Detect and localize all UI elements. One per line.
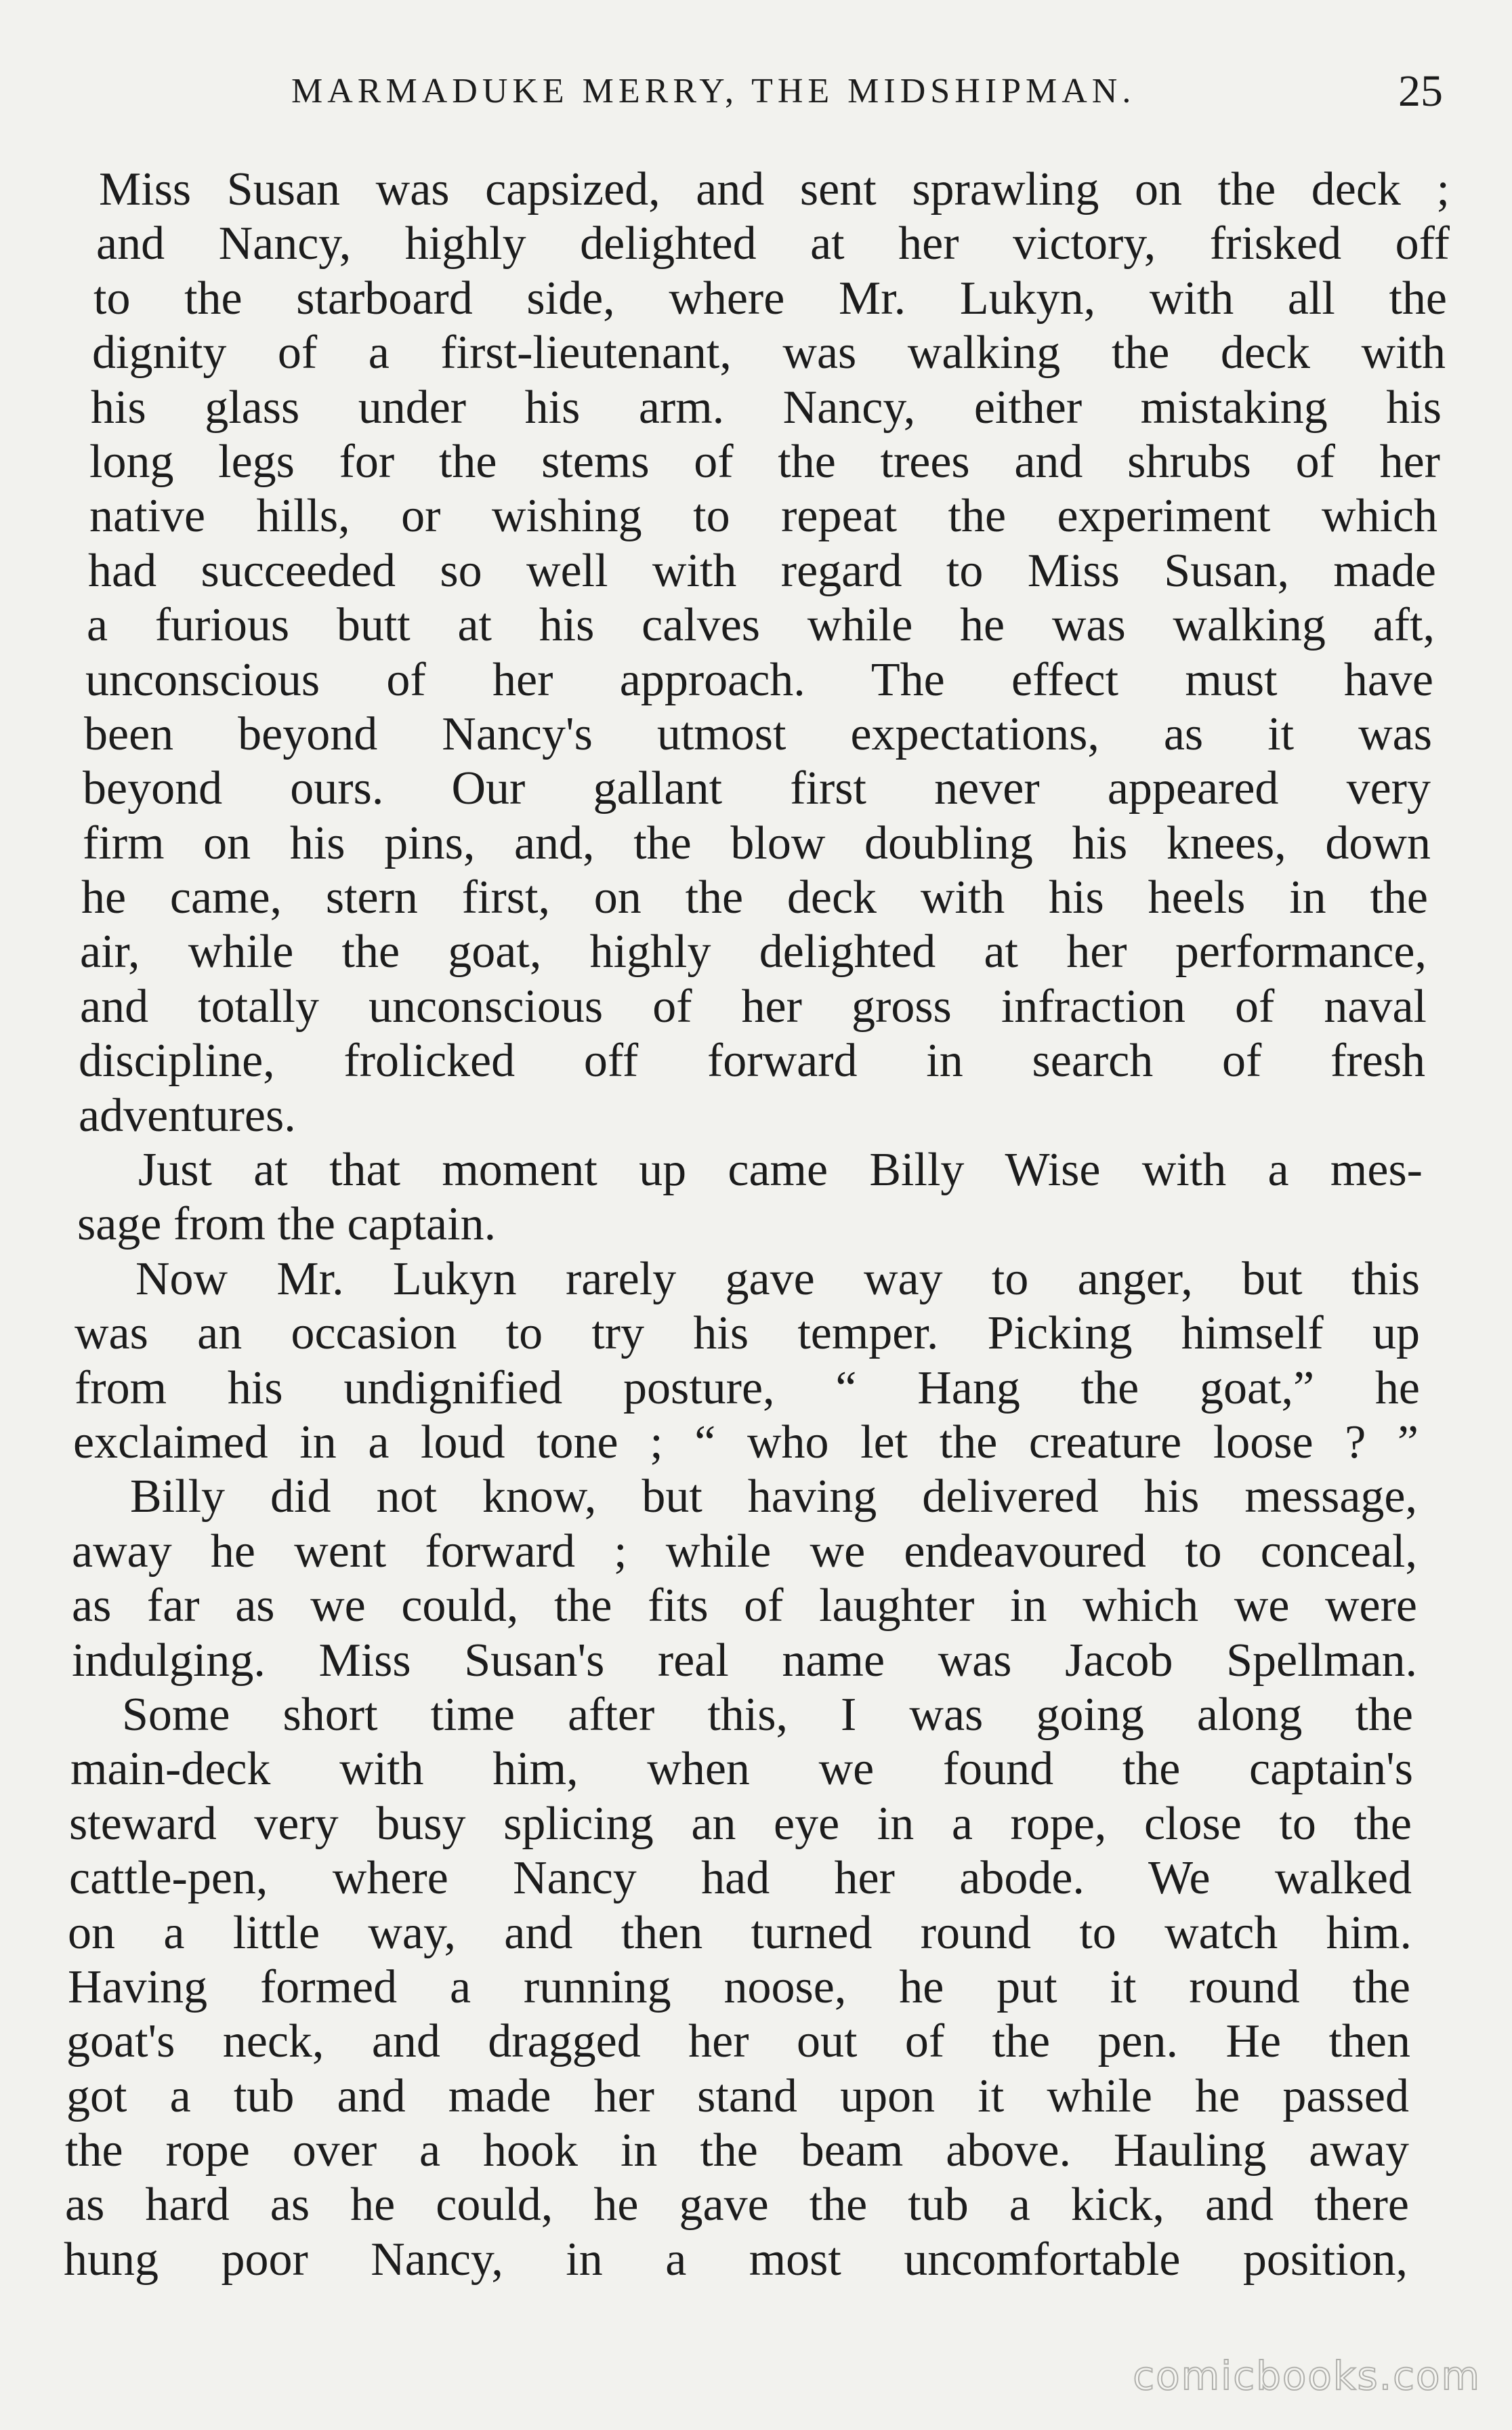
page-text	[64, 163, 1450, 2287]
text-line: as hard as he could, he gave the tub a kick, and there	[65, 2179, 1409, 2231]
text-line: firm on his pins, and, the blow doubling his knees, down	[83, 817, 1431, 869]
text-line: the rope over a hook in the beam above. Hauling away	[65, 2124, 1409, 2177]
text-line: had succeeded so well with regard to Miss Susan, made	[88, 544, 1436, 597]
text-line: got a tub and made her stand upon it while he passed	[66, 2069, 1409, 2122]
text-line: Just at that moment up came Billy Wise with a mes-	[138, 1144, 1423, 1197]
text-line: Having formed a running noose, he put it round the	[68, 1960, 1410, 2013]
page-number: 25	[1398, 66, 1443, 116]
text-line: Miss Susan was capsized, and sent sprawling on the deck ;	[99, 163, 1450, 215]
text-line: his glass under his arm. Nancy, either mistaking his	[91, 381, 1442, 434]
text-line: and Nancy, highly delighted at her victory, frisked off	[96, 218, 1450, 270]
text-line: unconscious of her approach. The effect must have	[85, 653, 1433, 706]
text-line: on a little way, and then turned round to watch him.	[68, 1906, 1412, 1959]
text-line: air, while the goat, highly delighted at her performance,	[80, 926, 1427, 979]
text-line: from his undignified posture, “ Hang the goat,” he	[75, 1361, 1420, 1414]
text-line: been beyond Nancy's utmost expectations, as it was	[84, 707, 1432, 760]
text-line: goat's neck, and dragged her out of the pen. He then	[66, 2015, 1410, 2068]
text-line: Billy did not know, but having delivered his message,	[130, 1470, 1417, 1523]
text-line: sage from the captain.	[77, 1198, 497, 1251]
text-line: and totally unconscious of her gross infraction of naval	[80, 980, 1427, 1033]
text-line: to the starboard side, where Mr. Lukyn, with all the	[93, 272, 1447, 325]
text-line: adventures.	[79, 1089, 296, 1142]
running-title: MARMADUKE MERRY, THE MIDSHIPMAN.	[291, 72, 1136, 110]
text-line: exclaimed in a loud tone ; “ who let the creature loose ? ”	[73, 1416, 1419, 1468]
text-line: cattle-pen, where Nancy had her abode. We walked	[69, 1852, 1412, 1905]
text-line: as far as we could, the fits of laughter in which we were	[72, 1580, 1417, 1632]
text-line: main-deck with him, when we found the captain's	[70, 1743, 1413, 1796]
text-line: he came, stern first, on the deck with his heels in the	[81, 871, 1428, 924]
text-line: long legs for the stems of the trees and shrubs of her	[89, 435, 1440, 488]
text-line: Some short time after this, I was going along the	[122, 1688, 1413, 1741]
text-line: was an occasion to try his temper. Picking himself up	[75, 1307, 1420, 1360]
text-line: hung poor Nancy, in a most uncomfortable position,	[64, 2233, 1408, 2286]
text-line: away he went forward ; while we endeavoured to conceal,	[72, 1525, 1417, 1578]
text-line: a furious butt at his calves while he was walking aft,	[87, 599, 1435, 652]
watermark: comicbooks.com	[1133, 2353, 1481, 2399]
text-line: dignity of a first-lieutenant, was walking the deck with	[92, 327, 1446, 379]
text-line: Now Mr. Lukyn rarely gave way to anger, but this	[135, 1252, 1420, 1305]
text-line: steward very busy splicing an eye in a rope, close to the	[69, 1797, 1412, 1850]
text-line: beyond ours. Our gallant first never appeared very	[83, 762, 1431, 815]
text-line: native hills, or wishing to repeat the experiment which	[89, 490, 1437, 543]
text-line: indulging. Miss Susan's real name was Jacob Spellman.	[72, 1634, 1417, 1687]
text-line: discipline, frolicked off forward in search of fresh	[79, 1035, 1425, 1088]
running-head	[291, 61, 1443, 122]
